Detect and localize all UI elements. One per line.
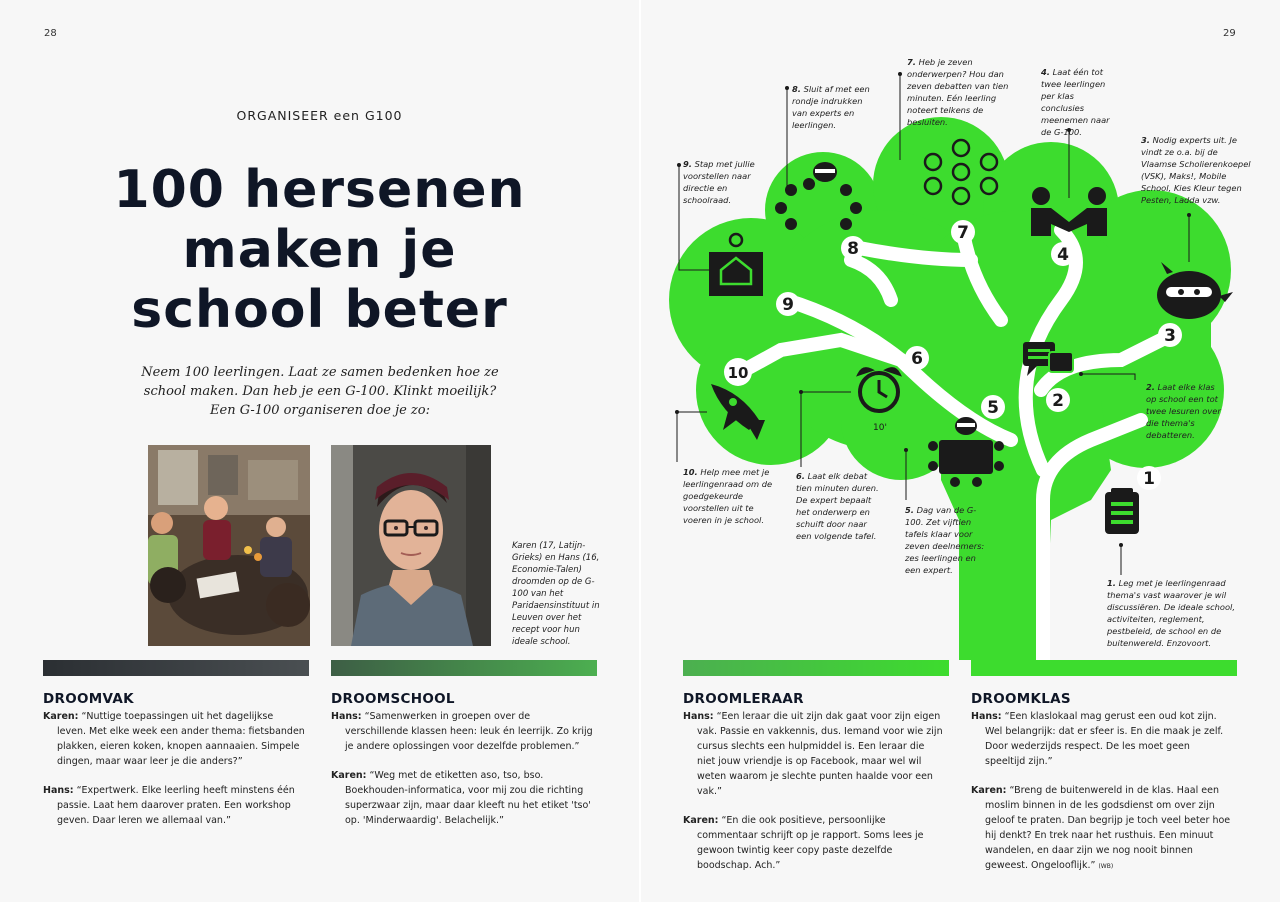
quote-text: “Samenwerken in groepen over de verschillende klassen heen: leuk én leerrijk. Zo krijg je andere oplossingen voor dezelfde problemen.” [345,711,593,752]
right-page [641,0,1280,902]
quote-speaker: Karen: [331,770,367,781]
node-label: 7 [957,223,969,243]
step-10-text [683,466,775,526]
color-bar-4 [971,660,1237,676]
step-8-text [792,83,878,131]
quote-speaker: Karen: [683,815,719,826]
column-droomleraar [683,692,945,887]
quote [43,709,305,769]
quote-text: “Nuttige toepassingen uit het dagelijkse leven. Met elke week een ander thema: fietsbanden plakken, eieren koken, knopen aannaaien. Simpele dingen, maar waar leer je die anders?” [57,711,305,767]
column-heading: DROOMLERAAR [683,691,804,707]
quote-speaker: Karen: [43,711,79,722]
step-5-text [905,504,991,576]
quote [331,768,593,828]
title-line-3: school beter [131,280,508,340]
step-number: 2. [1146,382,1155,392]
node-label: 1 [1143,469,1155,489]
page-title [0,160,639,340]
step-text: Help mee met je leerlingenraad om de goedgekeurde voorstellen uit te voeren in je school. [683,467,773,525]
node-label: 9 [782,295,794,315]
intro-line-3: Een G-100 organiseren doe je zo: [210,403,430,418]
step-number: 6. [796,471,805,481]
step-text: Dag van de G-100. Zet vijftien tafels klaar voor zeven deelnemers: zes leerlingen en een expert. [905,505,985,575]
node-label: 4 [1057,245,1069,265]
color-bar-2 [331,660,597,676]
step-2-text [1146,381,1226,441]
quote [331,709,593,754]
step-number: 8. [792,84,801,94]
timer-label: 10' [873,423,887,433]
column-heading: DROOMVAK [43,691,134,707]
quote-speaker: Hans: [971,711,1002,722]
intro-line-1: Neem 100 leerlingen. Laat ze samen bedenken hoe ze [141,365,499,380]
page-number-left: 28 [44,28,57,39]
quote-speaker: Karen: [971,785,1007,796]
step-4-text [1041,66,1113,138]
quote-text: “Een leraar die uit zijn dak gaat voor zijn eigen vak. Passie en vakkennis, dus. Iemand voor wie zijn cursus slechts een hulpmiddel is. Een leraar die niet jouw vriendje is op Facebook, maar wel wil weten waarom je slechte punten haalde voor een vak.” [697,711,943,797]
step-7-text [907,56,1011,128]
quote [683,709,945,799]
quote-text: “Breng de buitenwereld in de klas. Haal een moslim binnen in de les godsdienst om over zijn geloof te praten. Dan begrijp je toch veel beter hoe hij denkt? En trek naar het rusthuis. Een minuut wandelen, en daar zijn we nog nooit binnen geweest. Ongelooflijk.” [985,785,1231,871]
step-number: 1. [1107,578,1116,588]
quote [971,783,1233,874]
intro-text [110,363,530,420]
photo-caption: Karen (17, Latijn-Grieks) en Hans (16, Economie-Talen) droomden op de G-100 van het Paridaensinstituut in Leuven over het recept voor hun ideale school. [512,541,600,647]
step-9-text [683,158,759,206]
quote [971,709,1233,769]
step-number: 4. [1041,67,1050,77]
portrait-photo [331,445,491,646]
step-text: Nodig experts uit. Je vindt ze o.a. bij de Vlaamse Scholierenkoepel (VSK), Maks!, Mobile School, Kies Kleur tegen Pesten, Ladda vzw. [1141,135,1251,205]
intro-line-2: school maken. Dan heb je een G-100. Klinkt moeilijk? [143,384,497,399]
node-label: 8 [847,239,859,259]
step-text: Heb je zeven onderwerpen? Hou dan zeven debatten van tien minuten. Eén leerling noteert telkens de besluiten. [907,57,1009,127]
left-page [0,0,639,902]
section-kicker: ORGANISEER een G100 [236,108,403,123]
step-1-text [1107,577,1247,649]
step-text: Leg met je leerlingenraad thema's vast waarover je wil discussiëren. De ideale school, activiteiten, reglement, pestbeleid, de school en de buitenwereld. Enzovoort. [1107,578,1235,648]
step-text: Sluit af met een rondje indrukken van experts en leerlingen. [792,84,870,130]
quote-speaker: Hans: [683,711,714,722]
node-label: 6 [911,349,923,369]
quote-speaker: Hans: [43,785,74,796]
step-number: 5. [905,505,914,515]
step-3-text [1141,134,1253,206]
quote-text: “Weg met de etiketten aso, tso, bso. Boekhouden-informatica, voor mij zou die richting superzwaar zijn, maar daar kleeft nu het etiket 'tso' op. 'Minderwaardig'. Belachelijk.” [345,770,591,826]
node-label: 3 [1164,326,1176,346]
group-discussion-photo [148,445,310,646]
quote-text: “Expertwerk. Elke leerling heeft minstens één passie. Laat hem daarover praten. Een workshop geven. Daar leren we allemaal van.” [57,785,295,826]
step-text: Laat elk debat tien minuten duren. De expert bepaalt het onderwerp en schuift door naar een volgende tafel. [796,471,879,541]
quote-text: “Een klaslokaal mag gerust een oud kot zijn. Wel belangrijk: dat er sfeer is. En die maak je zelf. Door wederzijds respect. De les moet geen speeltijd zijn.” [985,711,1224,767]
title-line-1: 100 hersenen [113,160,526,220]
step-number: 10. [683,467,698,477]
step-text: Stap met jullie voorstellen naar directie en schoolraad. [683,159,755,205]
node-label: 2 [1052,391,1064,411]
step-number: 7. [907,57,916,67]
color-bar-1 [43,660,309,676]
column-droomklas [971,692,1233,888]
step-text: Laat elke klas op school een tot twee lesuren over die thema's debatteren. [1146,382,1221,440]
column-heading: DROOMKLAS [971,691,1071,707]
column-droomvak [43,692,305,842]
page-number-right: 29 [1223,28,1236,39]
quote-text: “En die ook positieve, persoonlijke commentaar schrijft op je rapport. Soms lees je gewoon twintig keer copy paste dezelfde boodschap. Ach.” [697,815,924,871]
step-text: Laat één tot twee leerlingen per klas conclusies meenemen naar de G-100. [1041,67,1110,137]
step-6-text [796,470,884,542]
node-label: 5 [987,398,999,418]
quote [43,783,305,828]
node-label: 10 [727,364,749,382]
author-signature: (WB) [1098,863,1114,870]
color-bar-3 [683,660,949,676]
quote-speaker: Hans: [331,711,362,722]
checklist-icon [1105,488,1139,534]
step-number: 9. [683,159,692,169]
column-droomschool [331,692,593,842]
title-line-2: maken je [182,220,457,280]
step-number: 3. [1141,135,1150,145]
quote [683,813,945,873]
column-heading: DROOMSCHOOL [331,691,455,707]
